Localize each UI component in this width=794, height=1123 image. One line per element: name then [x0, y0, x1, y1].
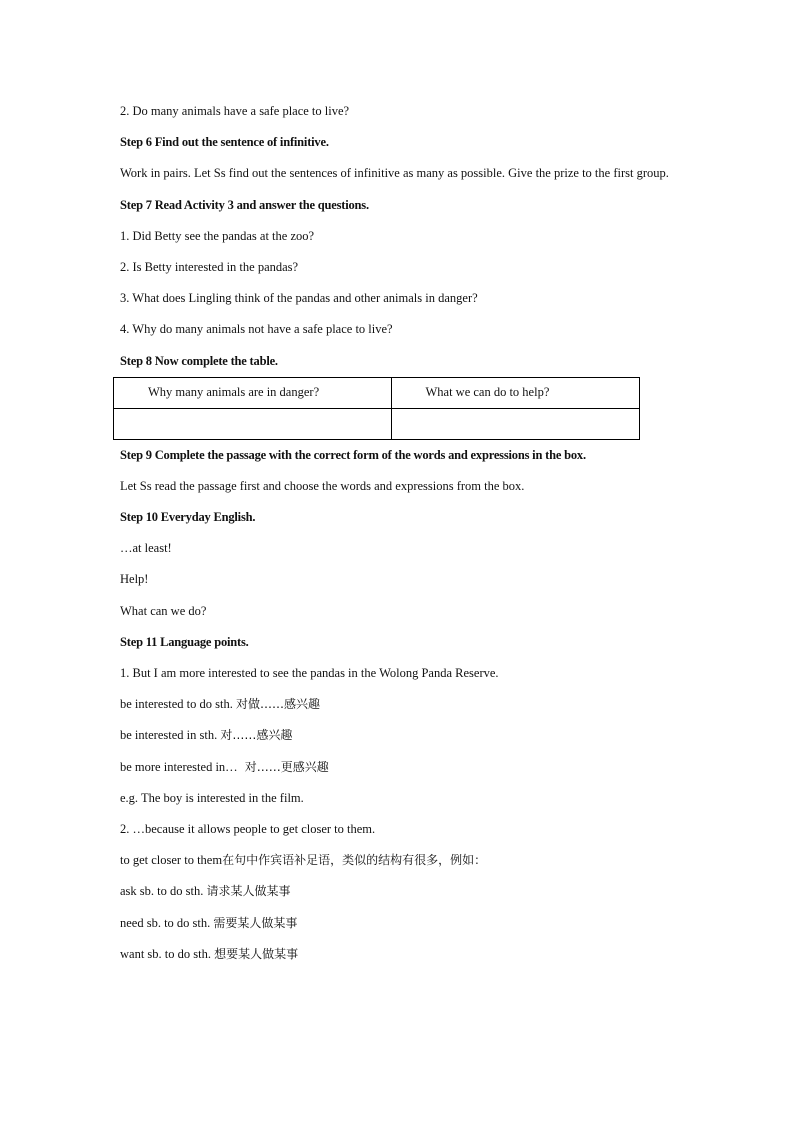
- phrase-zh: 对……更感兴趣: [244, 759, 329, 774]
- table-header-cell-help: What we can do to help?: [392, 377, 640, 408]
- step6-heading: Step 6 Find out the sentence of infinitive.: [120, 135, 329, 150]
- phrase-zh: 想要某人做某事: [214, 946, 299, 961]
- step9-heading: Step 9 Complete the passage with the correct form of the words and expressions in the box.: [120, 447, 586, 462]
- language-point-2: 2. …because it allows people to get closer to them.: [120, 821, 376, 836]
- language-point-1: 1. But I am more interested to see the pandas in the Wolong Panda Reserve.: [120, 666, 499, 681]
- step9-text: Let Ss read the passage first and choose the words and expressions from the box.: [120, 478, 525, 493]
- table-header-row: [114, 377, 640, 408]
- step10-heading: Step 10 Everyday English.: [120, 510, 256, 525]
- question-safe-place: 2. Do many animals have a safe place to live?: [120, 104, 350, 118]
- phrase-line: [120, 908, 680, 939]
- phrase-line: [120, 752, 680, 783]
- step10-line-3: What can we do?: [120, 603, 207, 618]
- phrase-en: be interested in sth.: [120, 728, 218, 743]
- phrase-zh: 对做……感兴趣: [235, 697, 320, 712]
- step10-line-1: …at least!: [120, 541, 172, 556]
- phrase-en: need sb. to do sth.: [120, 915, 211, 930]
- table-cell-help[interactable]: [392, 408, 640, 439]
- example-sentence: e.g. The boy is interested in the film.: [120, 790, 304, 805]
- phrase-zh: 对……感兴趣: [220, 728, 293, 743]
- phrase-en: want sb. to do sth.: [120, 946, 211, 961]
- phrase-zh: 请求某人做某事: [206, 884, 291, 899]
- step8-table: [113, 377, 640, 440]
- phrase-en: ask sb. to do sth.: [120, 884, 204, 899]
- phrase-zh: 需要某人做某事: [213, 915, 298, 930]
- phrase-line: [120, 720, 680, 751]
- step7-question-4: 4. Why do many animals not have a safe place to live?: [120, 322, 393, 337]
- step7-question-3: 3. What does Lingling think of the pandas and other animals in danger?: [120, 291, 478, 306]
- step11-heading: Step 11 Language points.: [120, 634, 249, 649]
- phrase-line: [120, 689, 680, 720]
- step7-question-1: 1. Did Betty see the pandas at the zoo?: [120, 228, 315, 243]
- table-header-cell-why: Why many animals are in danger?: [114, 377, 392, 408]
- phrase-en: be interested to do sth.: [120, 697, 233, 712]
- point2-intro-en: to get closer to them: [120, 853, 223, 868]
- step7-question-2: 2. Is Betty interested in the pandas?: [120, 259, 299, 274]
- phrase-en: be more interested in…: [120, 759, 238, 774]
- step7-heading: Step 7 Read Activity 3 and answer the questions.: [120, 197, 369, 212]
- point2-intro: [120, 845, 680, 876]
- step8-heading: Step 8 Now complete the table.: [120, 353, 278, 368]
- phrase-line: [120, 939, 680, 970]
- table-cell-why[interactable]: [114, 408, 392, 439]
- table-row: [114, 408, 640, 439]
- point2-intro-zh: 在句中作宾语补足语，类似的结构有很多，例如：: [222, 853, 487, 868]
- document-page: [120, 96, 680, 970]
- step10-line-2: Help!: [120, 572, 149, 587]
- step6-text: Work in pairs. Let Ss find out the sentences of infinitive as many as possible. Give the prize to the first group.: [120, 166, 669, 181]
- phrase-line: [120, 876, 680, 907]
